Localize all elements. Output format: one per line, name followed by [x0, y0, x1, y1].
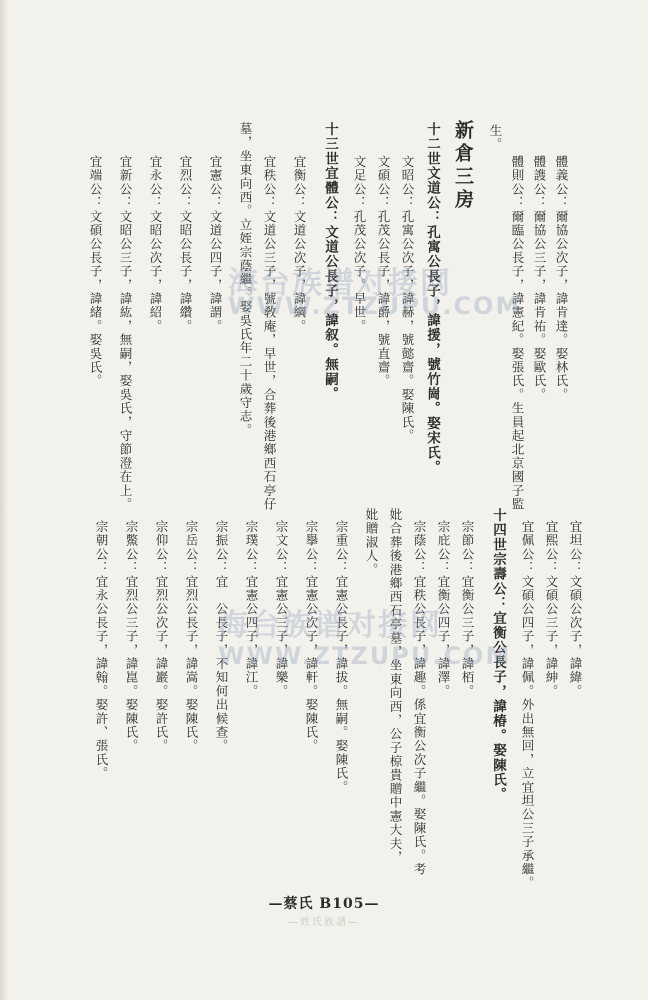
genealogy-entry: 體義公：爾協公次子，諱肯達。娶林氏。	[554, 155, 569, 402]
genealogy-entry: 宗仰公：宜烈公次子，諱巖。娶許氏。	[154, 520, 169, 753]
genealogy-entry: 十三世宜體公：文道公長子，諱叙。無嗣。	[322, 122, 338, 402]
genealogy-entry: 宗岳公：宜烈公長子，諱嵩。娶陳氏。	[184, 520, 199, 753]
genealogy-entry: 宜佩公：文碩公四子，諱佩。外出無回，立宜坦公三子承繼。	[520, 520, 535, 890]
genealogy-entry: 宜新公：文昭公三子，諱紘，無嗣，娶吳氏，守節澄在上。	[118, 155, 133, 512]
genealogy-entry: 宜熙公：文碩公三子，諱紳。	[544, 520, 559, 699]
genealogy-entry: 宗節公：宜衡公三子，諱栢。	[460, 520, 475, 699]
genealogy-entry: 宜永公：文昭公次子，諱紹。	[148, 155, 163, 334]
genealogy-entry: 生。	[488, 124, 503, 152]
genealogy-entry: 文昭公：孔寓公次子，諱赫，號懿齋。娶陳氏。	[400, 155, 415, 443]
page-subfooter: —姓氏族譜—	[288, 917, 360, 928]
genealogy-entry: 體則公：爾臨公長子，諱憲紀。娶張氏。生員起北京國子監	[510, 155, 525, 512]
genealogy-entry: 文碩公：孔茂公長子，諱爵，號直齋。	[376, 155, 391, 388]
watermark-bottom-url: WWW.ZTZUPU.COM	[218, 642, 512, 670]
genealogy-entry: 文足公：孔茂公次子。早世。	[352, 155, 367, 334]
genealogy-entry: 宗擧公：宜憲公次子，諱軒。娶陳氏。	[304, 520, 319, 753]
genealogy-entry: 宗璞公：宜憲公四子，諱江。	[244, 520, 259, 699]
scan-edge	[0, 0, 8, 1000]
genealogy-entry: 宗朝公：宜永公長子，諱翰。娶許、張氏。	[94, 520, 109, 781]
genealogy-entry: 宜憲公：文道公四子，諱謂。	[208, 155, 223, 334]
genealogy-entry: 妣合葬後港鄉西石亭墓，坐東向西，公子椋貴贈中憲大夫，	[388, 508, 403, 865]
page-number: —蔡氏 B105—	[268, 896, 380, 912]
genealogy-entry: 宗鱉公：宜烈公三子，諱崑。娶陳氏。	[124, 520, 139, 753]
watermark-bottom-cn: 海台族谱对接网	[218, 608, 442, 643]
genealogy-entry: 體謢公：爾協公三子，諱肯祐。娶歐氏。	[532, 155, 547, 402]
genealogy-entry: 宜烈公：文昭公長子，諱纘。	[178, 155, 193, 334]
genealogy-entry: 宜秩公：文道公三子，號敎庵，早世，合葬後港鄉西石亭仔	[262, 155, 277, 512]
genealogy-entry: 十二世文道公：孔寓公長子，諱援，號竹崗。娶宋氏。	[424, 122, 440, 475]
genealogy-entry: 妣贈淑人。	[364, 508, 379, 577]
genealogy-entry: 宗振公：宜 公長子，不知何出候查。	[214, 520, 229, 753]
genealogy-entry: 宜坦公：文碩公次子，諱緯。	[568, 520, 583, 699]
genealogy-entry: 宜端公：文碩公長子，諱緒。娶吳氏。	[88, 155, 103, 388]
genealogy-entry: 宗庇公：宜衡公四子，諱澤。	[436, 520, 451, 699]
watermark-top-url: WWW.ZTZUPU.COM	[228, 292, 522, 320]
section-heading: 新倉三房	[452, 120, 474, 212]
genealogy-entry: 宗蔭公：宜秩公長子，諱趣。係宜衡公次子繼。娶陳氏。考	[412, 520, 427, 877]
genealogy-entry: 十四世宗壽公：宜衡公長子，諱椿。娶陳氏。	[490, 508, 506, 802]
watermark-top-cn: 海台族谱对接网	[228, 266, 452, 301]
genealogy-entry: 墓，坐東向西。立姪宗蔭繼。娶吳氏年二十歲守志。	[238, 122, 253, 438]
genealogy-entry: 宜衡公：文道公次子，諱綱。	[292, 155, 307, 334]
genealogy-entry: 宗重公：宜憲公長子，諱拔。無嗣。娶陳氏。	[334, 520, 349, 794]
genealogy-entry: 宗文公：宜憲公三子，諱樂。	[274, 520, 289, 699]
